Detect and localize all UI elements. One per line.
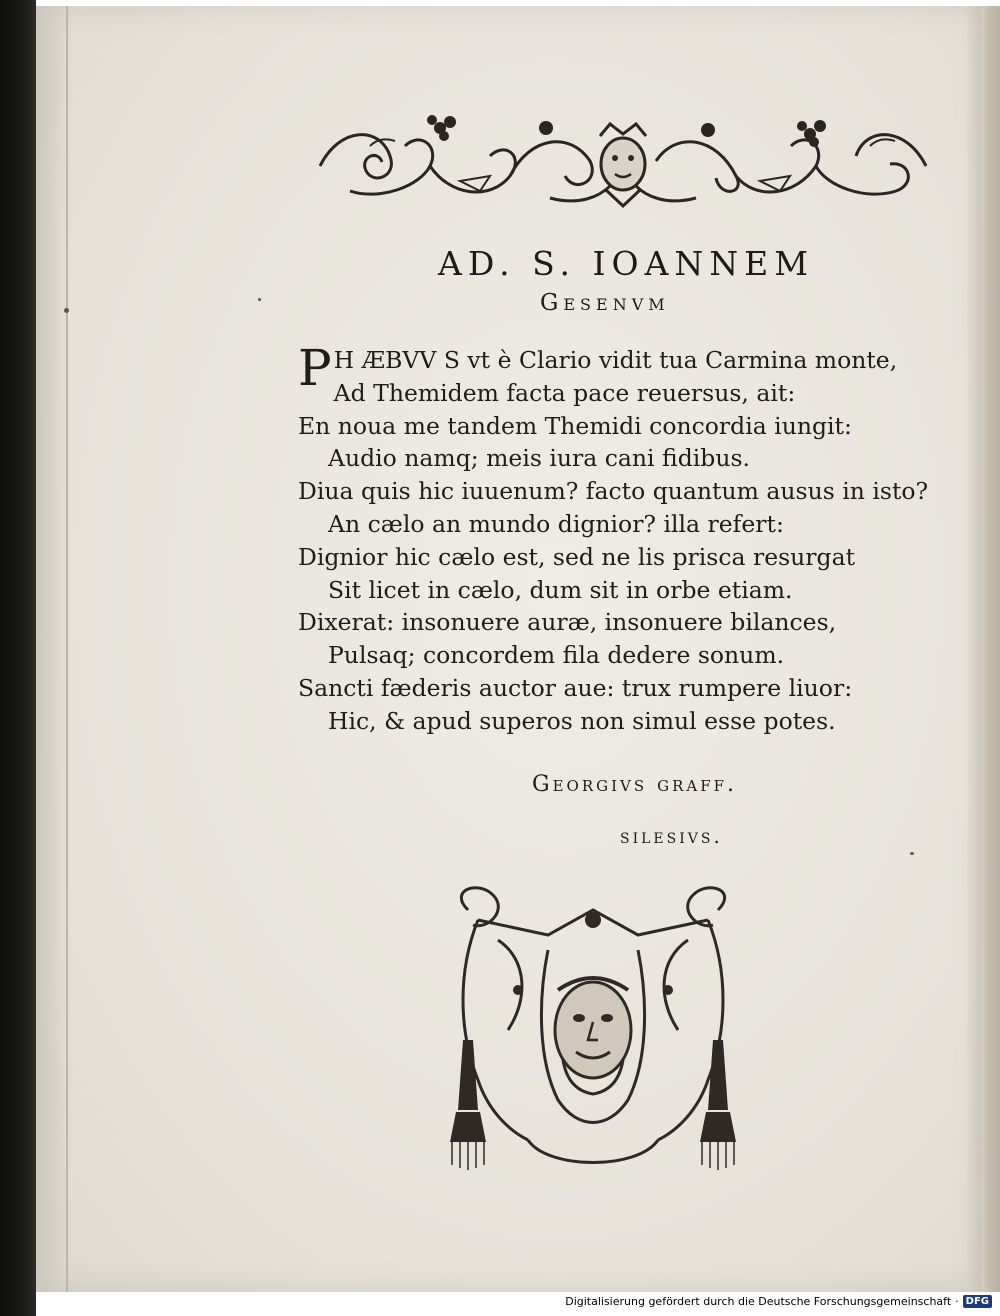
poem-line: Sit licet in cælo, dum sit in orbe etiam. [328,575,793,604]
dropcap-letter: P [298,339,332,397]
poem-line: Dignior hic cælo est, sed ne lis prisca resurgat [298,542,856,571]
author-name: Georgivs graff. [532,772,738,797]
scan-background [0,0,36,1316]
digitization-credit [565,1295,992,1308]
page-subtitle: Gesenvm [540,290,670,316]
poem-line: Pulsaq; concordem fila dedere sonum. [328,641,785,670]
poem-line: An cælo an mundo dignior? illa refert: [328,509,784,538]
poem-line: En noua me tandem Themidi concordia iungit: [298,411,852,440]
ink-speck [910,852,914,855]
poem-line: Ad Themidem facta pace reuersus, ait: [333,378,796,407]
page-gutter [66,6,68,1292]
headpiece-ornament-icon [310,106,936,210]
dfg-logo-icon: DFG [963,1295,992,1308]
poem-line: Audio namq; meis iura cani fidibus. [328,444,750,473]
credit-text: Digitalisierung gefördert durch die Deutsche Forschungsgemeinschaft [565,1295,952,1308]
poem [298,339,948,738]
separator-dot: · [955,1295,959,1308]
poem-line: Dixerat: insonuere auræ, insonuere bilances, [298,608,837,637]
poem-line: H ÆBVV S vt è Clario vidit tua Carmina monte, [333,346,898,374]
page-shadow-right [966,6,1000,1292]
tailpiece-vignette-icon [438,880,748,1192]
page-shadow-left [36,6,68,1292]
ink-speck [258,298,261,301]
poem-line: Hic, & apud superos non simul esse potes. [328,706,836,735]
ink-speck [64,308,69,313]
poem-line: Sancti fæderis auctor aue: trux rumpere liuor: [298,673,853,702]
poem-line: Diua quis hic iuuenum? facto quantum ausus in isto? [298,477,929,506]
page-title: AD. S. IOANNEM [438,244,815,283]
author-origin: silesivs. [620,824,723,848]
